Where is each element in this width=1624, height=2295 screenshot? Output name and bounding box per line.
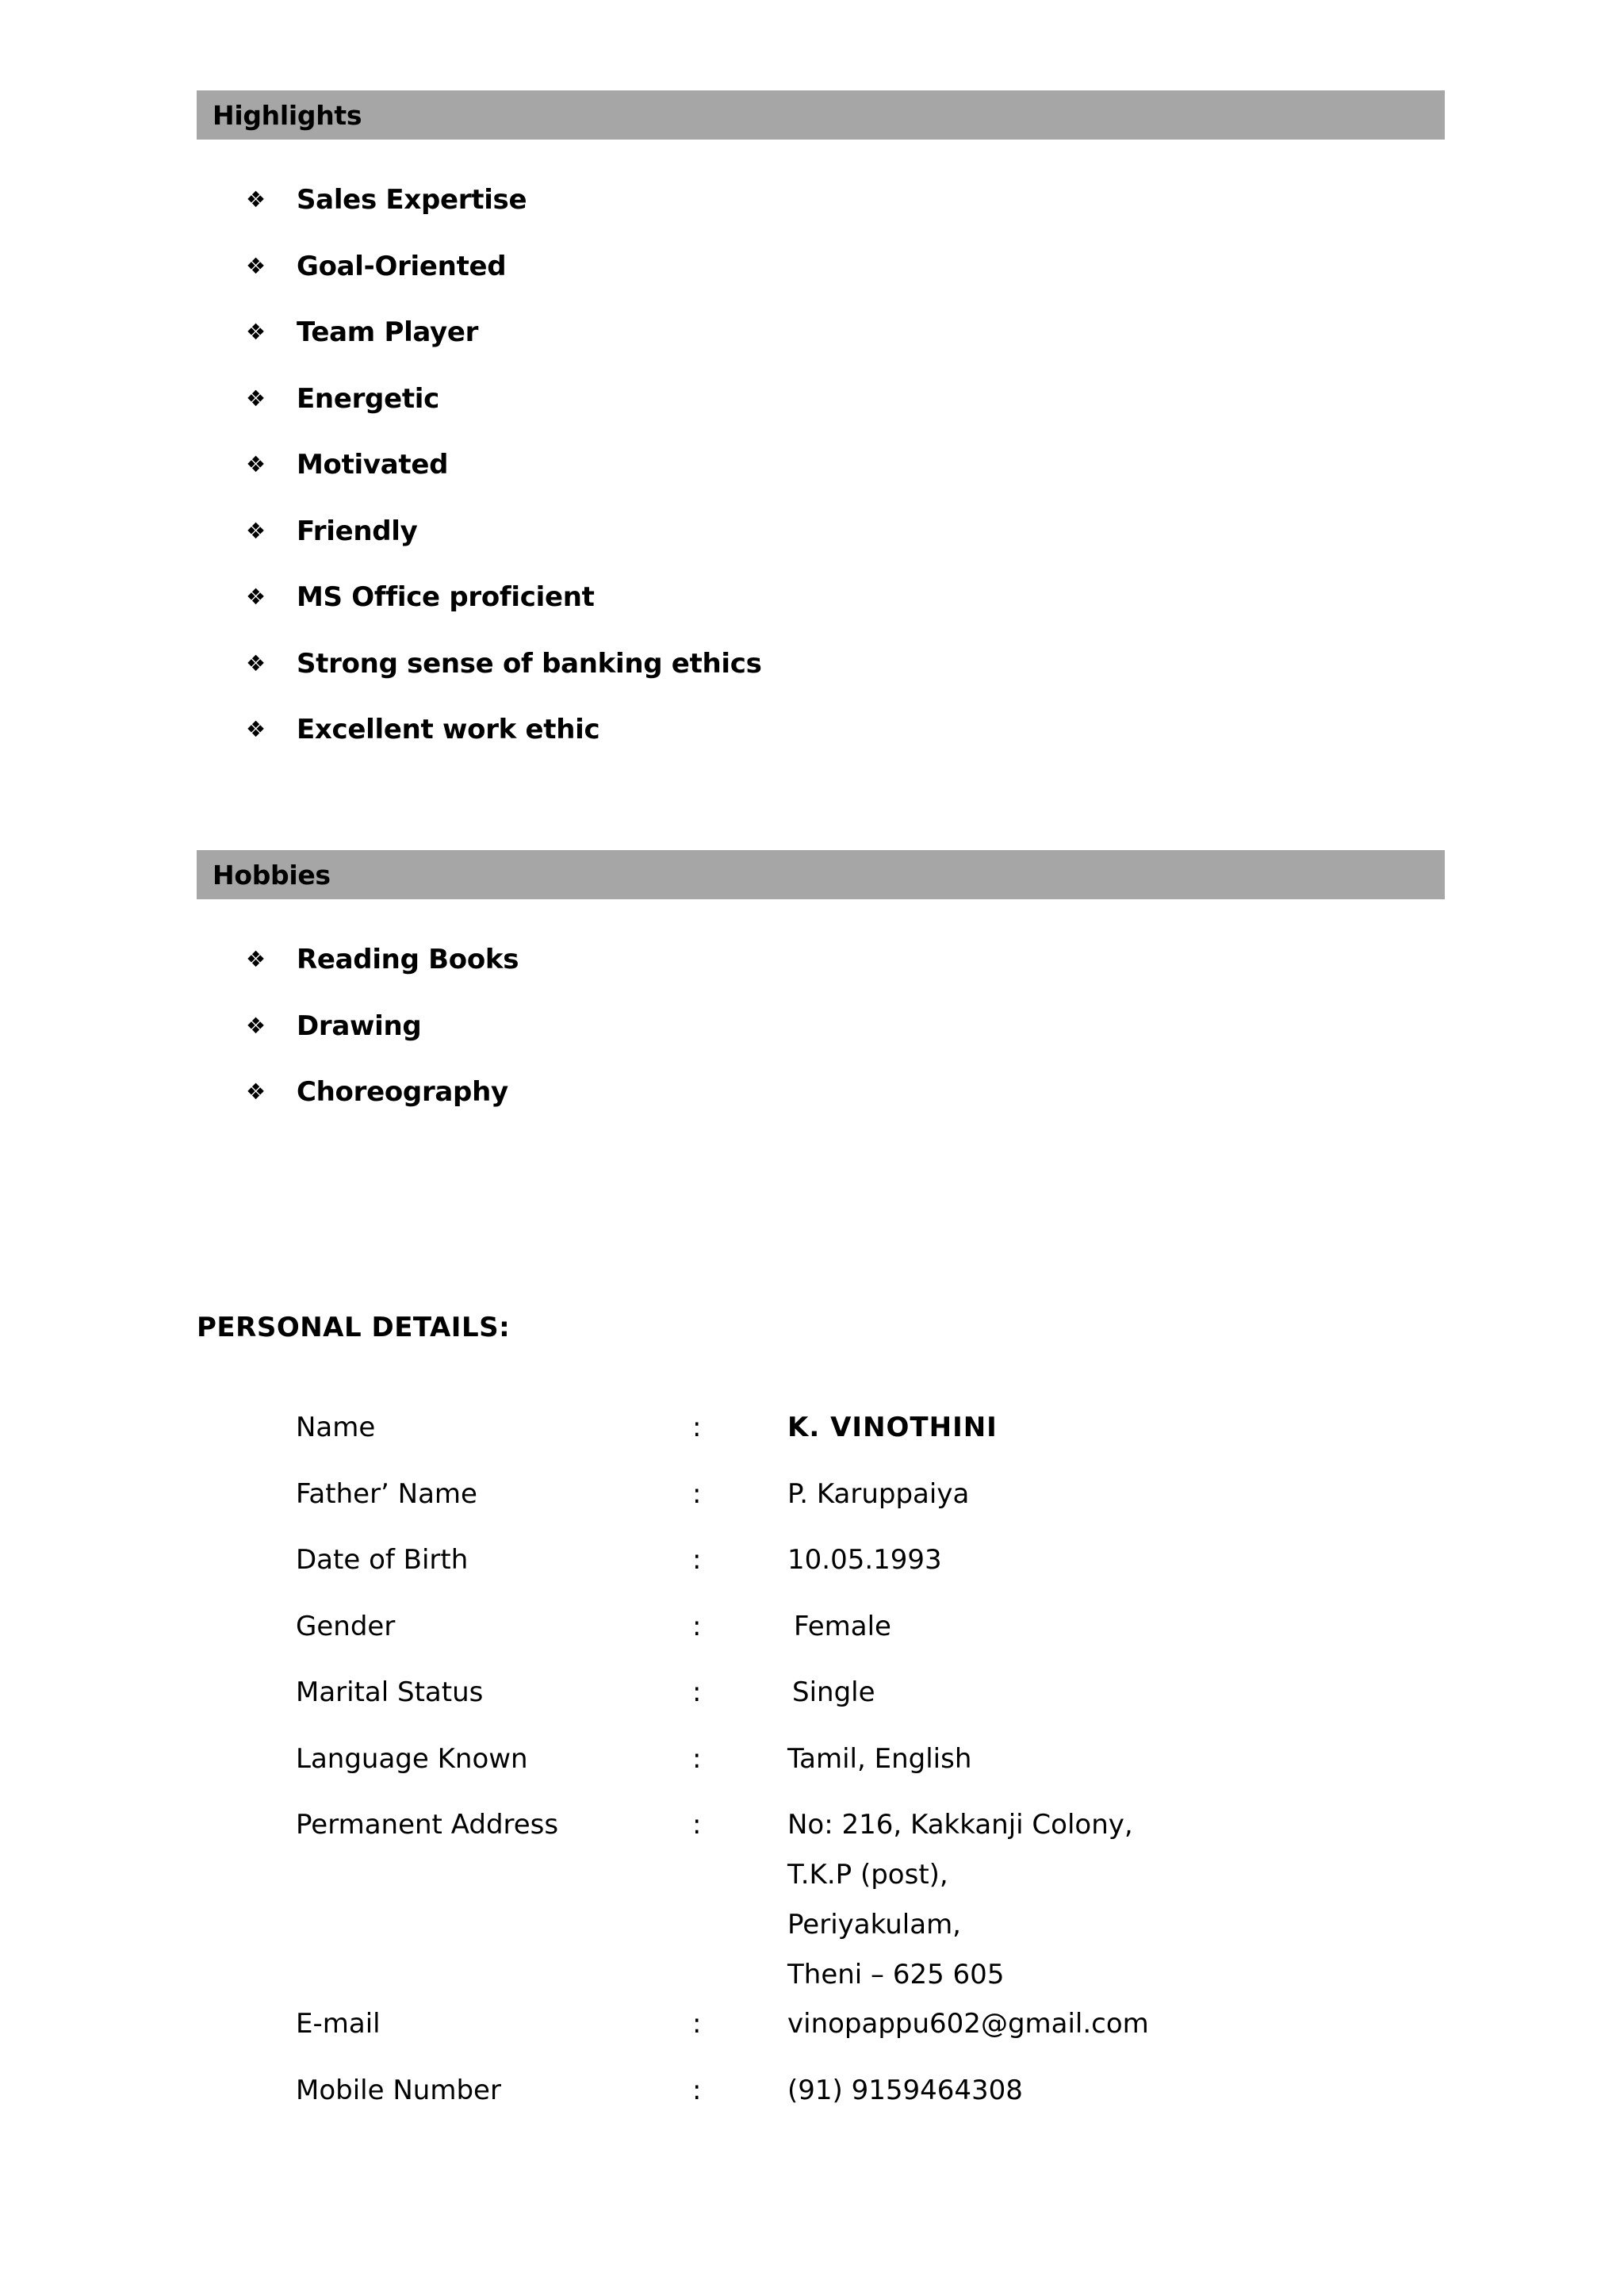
detail-separator: :	[692, 1544, 702, 1576]
detail-separator: :	[692, 1809, 702, 1841]
detail-label: E-mail	[296, 2008, 381, 2040]
list-item: ❖ Friendly	[246, 515, 418, 547]
hobbies-title: Hobbies	[213, 859, 331, 891]
detail-row-gender	[296, 1611, 1247, 1677]
detail-label: Gender	[296, 1610, 396, 1642]
address-block	[787, 1809, 1133, 1990]
detail-value: Female	[794, 1610, 891, 1642]
detail-row-date-of-birth	[296, 1544, 1247, 1611]
diamond-bullet-icon: ❖	[246, 946, 266, 972]
detail-separator: :	[692, 1477, 702, 1510]
list-item: ❖ Team Player	[246, 316, 479, 348]
list-item: ❖ Energetic	[246, 382, 440, 415]
detail-value-name: K. VINOTHINI	[787, 1412, 998, 1443]
list-item: ❖ Excellent work ethic	[246, 714, 600, 745]
diamond-bullet-icon: ❖	[246, 517, 266, 544]
detail-row-language-known	[296, 1743, 1247, 1810]
detail-label: Name	[296, 1412, 376, 1443]
list-item: ❖ Goal-Oriented	[246, 250, 507, 282]
diamond-bullet-icon: ❖	[246, 649, 266, 676]
detail-row-marital-status	[296, 1676, 1247, 1743]
detail-value: Single	[792, 1676, 875, 1708]
list-item: ❖ Choreography	[246, 1076, 508, 1108]
list-item: ❖ MS Office proficient	[246, 581, 595, 613]
highlights-list	[246, 184, 762, 780]
detail-separator: :	[692, 2008, 702, 2040]
personal-details-table	[296, 1412, 1247, 2140]
highlights-title: Highlights	[213, 99, 362, 131]
detail-label: Date of Birth	[296, 1544, 469, 1576]
detail-row-permanent-address	[296, 1809, 1247, 2008]
diamond-bullet-icon: ❖	[246, 1012, 266, 1039]
detail-separator: :	[692, 1412, 702, 1443]
diamond-bullet-icon: ❖	[246, 186, 266, 213]
list-item: ❖ Strong sense of banking ethics	[246, 647, 762, 680]
diamond-bullet-icon: ❖	[246, 584, 266, 610]
detail-label: Mobile Number	[296, 2074, 501, 2106]
hobbies-list	[246, 944, 519, 1143]
mobile-value: (91) 9159464308	[787, 2074, 1023, 2106]
detail-separator: :	[692, 1610, 702, 1642]
diamond-bullet-icon: ❖	[246, 319, 266, 345]
detail-label: Permanent Address	[296, 1809, 559, 1841]
detail-separator: :	[692, 2074, 702, 2106]
list-item: ❖ Sales Expertise	[246, 184, 527, 216]
detail-value: 10.05.1993	[787, 1544, 942, 1576]
list-item: ❖ Reading Books	[246, 944, 519, 975]
detail-separator: :	[692, 1742, 702, 1775]
hobbies-section-header	[197, 850, 1445, 899]
detail-value: Tamil, English	[787, 1742, 972, 1775]
diamond-bullet-icon: ❖	[246, 716, 266, 742]
email-value: vinopappu602@gmail.com	[787, 2008, 1149, 2040]
list-item: ❖ Drawing	[246, 1010, 422, 1042]
detail-value: P. Karuppaiya	[787, 1477, 970, 1510]
diamond-bullet-icon: ❖	[246, 1079, 266, 1105]
diamond-bullet-icon: ❖	[246, 451, 266, 477]
highlights-section-header	[197, 90, 1445, 140]
diamond-bullet-icon: ❖	[246, 252, 266, 279]
detail-row-email	[296, 2008, 1247, 2075]
detail-label: Father’ Name	[296, 1477, 477, 1510]
address-line: T.K.P (post),	[787, 1859, 948, 1891]
personal-details-heading: PERSONAL DETAILS:	[197, 1312, 511, 1343]
address-line: No: 216, Kakkanji Colony,	[787, 1809, 1133, 1841]
detail-row-name	[296, 1412, 1247, 1478]
diamond-bullet-icon: ❖	[246, 385, 266, 412]
detail-row-mobile-number	[296, 2075, 1247, 2141]
list-item: ❖ Motivated	[246, 449, 449, 481]
address-line: Theni – 625 605	[787, 1959, 1005, 1990]
detail-label: Marital Status	[296, 1676, 484, 1708]
detail-row-father-name	[296, 1478, 1247, 1545]
detail-separator: :	[692, 1676, 702, 1708]
detail-label: Language Known	[296, 1742, 528, 1775]
address-line: Periyakulam,	[787, 1909, 961, 1941]
